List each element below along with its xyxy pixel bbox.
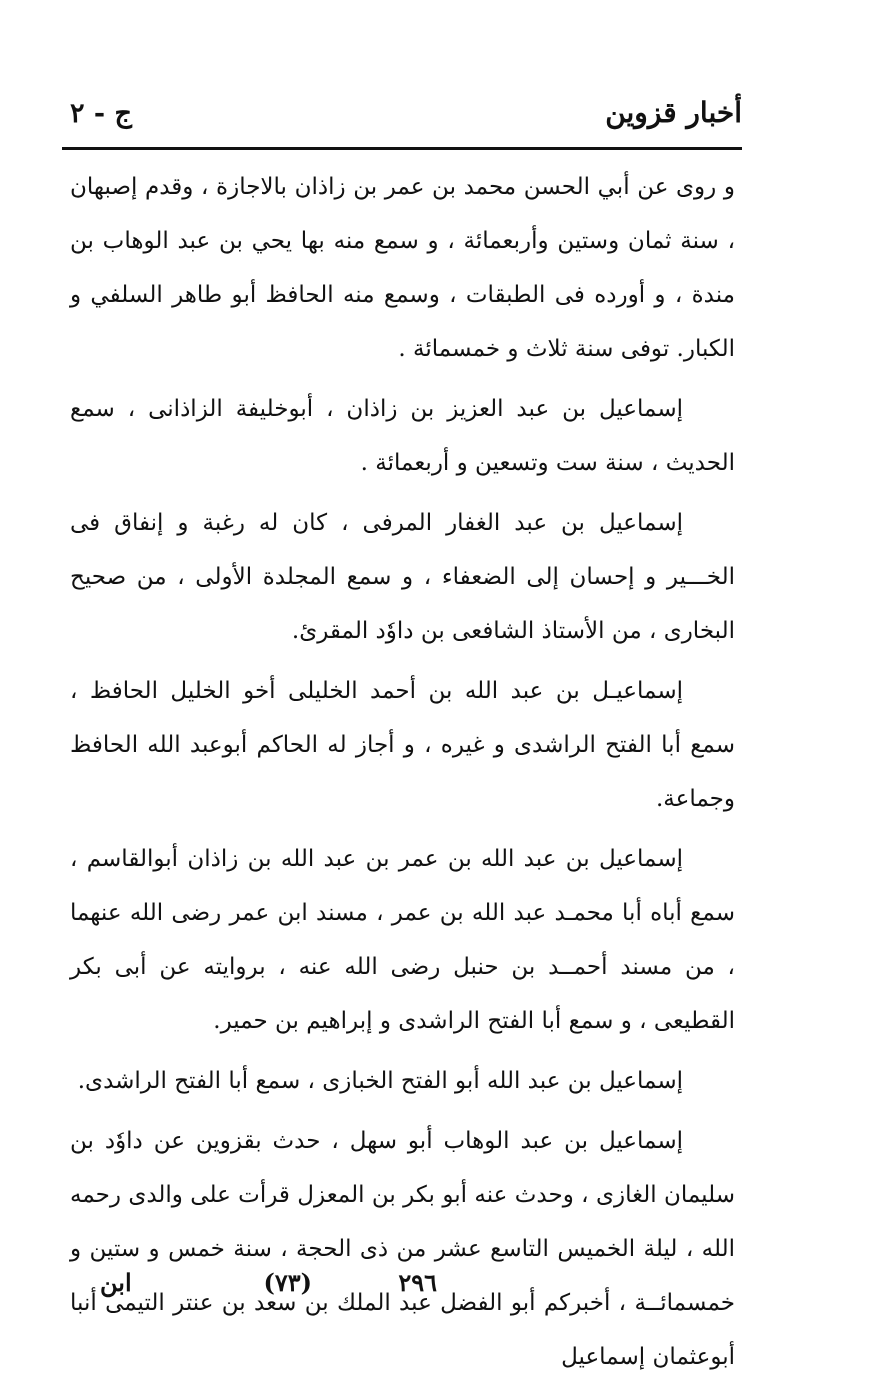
volume-label: ج - ٢ (70, 98, 132, 129)
entry-ismail-ibn-abdallah-al-khabbazi: إسماعيل بن عبد الله أبو الفتح الخبازى ، سمع أبا الفتح الراشدى. (77, 1068, 683, 1094)
entry-ismail-ibn-abdallah-ibn-umar: إسماعيل بن عبد الله بن عمر بن عبد الله بن زاذان أبوالقاسم ، سمع أباه أبا محمـد عبد الله بن عمر ، مسند ابن عمر رضى الله عنهما ، من مسند أحمــد بن حنبل رضى الله عنه ، بروايته عن أبى بكر القطيعى ، و سمع أبا الفتح الراشدى و إبراهيم بن حمير. (70, 846, 735, 1034)
entry-ismail-ibn-abd-al-ghaffar: إسماعيل بن عبد الغفار المرفى ، كان له رغبة و إنفاق فى الخـــير و إحسان إلى الضعفاء ، و سمع المجلدة الأولى ، من صحيح البخارى ، من الأستاذ الشافعى بن داوٗد المقرئ. (70, 510, 735, 644)
page-footer (62, 1262, 742, 1312)
book-title: أخبار قزوين (605, 96, 742, 129)
entry-ismail-ibn-abd-al-wahhab: إسماعيل بن عبد الوهاب أبو سهل ، حدث بقزوين عن داوٗد بن سليمان الغازى ، وحدث عنه أبو بكر بن المعزل قرأت على والدى رحمه الله ، ليلة الخميس التاسع عشر من ذى الحجة ، سنة خمس و ستين و خمسمائــة ، أخبركم أبو الفضل عبد الملك بن سعد بن عنتر التيمى أنبا أبوعثمان إسماعيل (70, 1128, 735, 1370)
text-body (70, 160, 735, 1390)
header-rule (62, 147, 742, 150)
entry-ismail-ibn-abdallah-al-khalili: إسماعيـل بن عبد الله بن أحمد الخليلى أخو الخليل الحافظ ، سمع أبا الفتح الراشدى و غيره ، و أجاز له الحاكم أبوعبد الله الحافظ وجماعة. (70, 678, 735, 812)
section-number: (٧٣) (263, 1268, 312, 1297)
entry-continuation: و روى عن أبي الحسن محمد بن عمر بن زاذان بالاجازة ، وقدم إصبهان ، سنة ثمان وستين وأربعمائة ، و سمع منه بها يحي بن عبد الوهاب بن مندة ، و أورده فى الطبقات ، وسمع منه الحافظ أبو طاهر السلفي و الكبار. توفى سنة ثلاث و خمسمائة . (70, 174, 735, 362)
running-header (62, 92, 742, 138)
page-number: ٢٩٦ (398, 1268, 437, 1297)
entry-ismail-ibn-abd-al-aziz: إسماعيل بن عبد العزيز بن زاذان ، أبوخليفة الزاذانى ، سمع الحديث ، سنة ست وتسعين و أربعمائة . (70, 396, 735, 476)
catchword: ابن (100, 1268, 132, 1297)
